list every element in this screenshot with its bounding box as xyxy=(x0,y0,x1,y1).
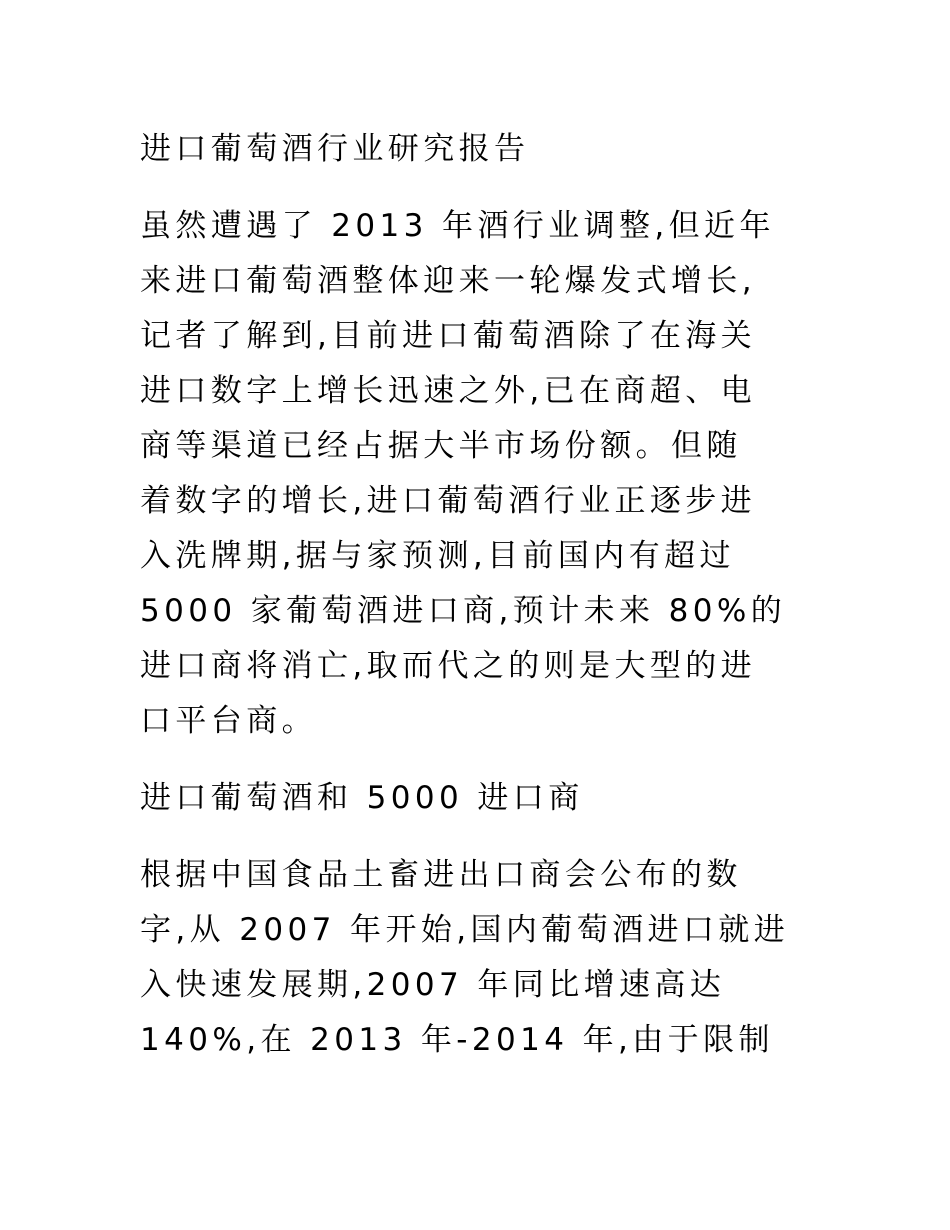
text-line: 5000 家葡萄酒进口商,预计未来 80%的 xyxy=(140,593,787,629)
text-line: 进口数字上增长迅速之外,已在商超、电 xyxy=(140,373,757,409)
text-line: 字,从 2007 年开始,国内葡萄酒进口就进 xyxy=(140,912,790,948)
document-title: 进口葡萄酒行业研究报告 xyxy=(140,131,530,167)
paragraph-intro xyxy=(140,199,820,749)
text-line: 来进口葡萄酒整体迎来一轮爆发式增长, xyxy=(140,263,757,299)
text-line: 口平台商。 xyxy=(140,703,317,739)
text-line: 根据中国食品土畜进出口商会公布的数 xyxy=(140,857,742,893)
section-subheading: 进口葡萄酒和 5000 进口商 xyxy=(140,780,584,816)
text-line: 入快速发展期,2007 年同比增速高达 xyxy=(140,967,726,1003)
text-line: 进口商将消亡,取而代之的则是大型的进 xyxy=(140,648,757,684)
document-body xyxy=(140,122,820,1090)
text-line: 商等渠道已经占据大半市场份额。但随 xyxy=(140,428,742,464)
paragraph-data xyxy=(140,848,820,1068)
text-line: 入洗牌期,据与家预测,目前国内有超过 xyxy=(140,538,735,574)
text-line: 虽然遭遇了 2013 年酒行业调整,但近年 xyxy=(140,208,775,244)
text-line: 着数字的增长,进口葡萄酒行业正逐步进 xyxy=(140,483,757,519)
text-line: 记者了解到,目前进口葡萄酒除了在海关 xyxy=(140,318,757,354)
text-line: 140%,在 2013 年-2014 年,由于限制 xyxy=(140,1022,774,1058)
